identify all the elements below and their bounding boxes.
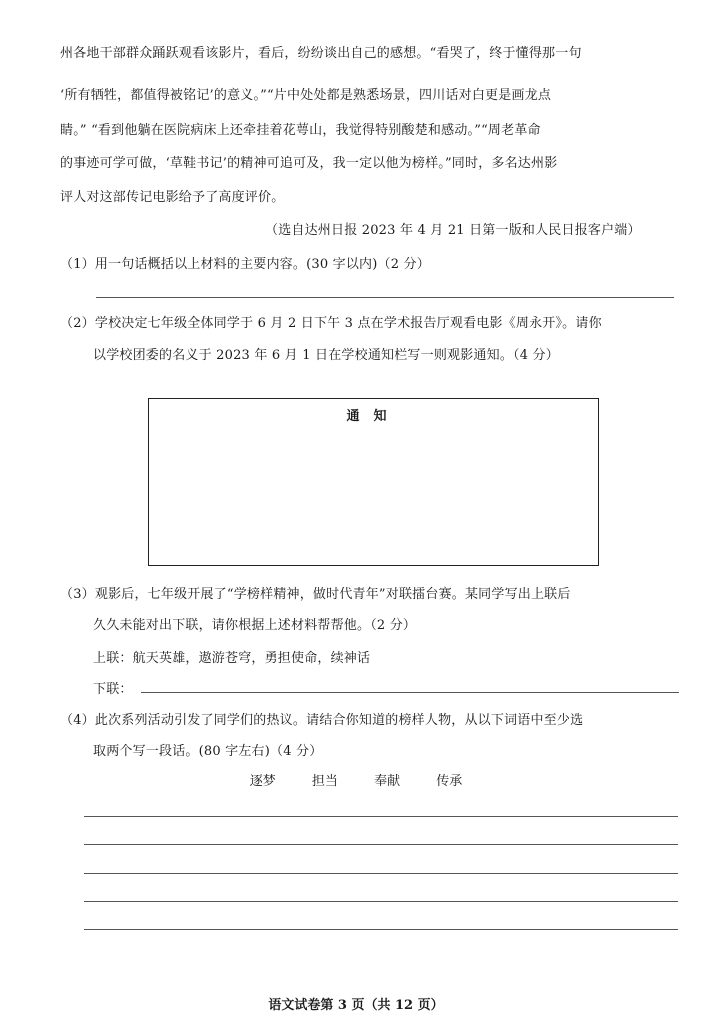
word-item: 逐梦: [249, 774, 276, 789]
word-list: [0, 770, 712, 789]
passage-line: 的事迹可学可做，‘草鞋书记’的精神可追可及，我一定以他为榜样。”同时，多名达州影: [60, 156, 558, 171]
writing-line[interactable]: [84, 816, 678, 817]
passage-line: 评人对这部传记电影给予了高度评价。: [60, 190, 285, 205]
couplet-upper: 上联：航天英雄，遨游苍穹，勇担使命，续神话: [93, 651, 371, 666]
couplet-lower-label: 下联：: [93, 682, 133, 697]
question-4-text: 取两个写一段话。(80 字左右)（4 分）: [93, 744, 323, 759]
passage-source: （选自达州日报 2023 年 4 月 21 日第一版和人民日报客户端）: [265, 223, 641, 238]
question-3-text: 久久未能对出下联，请你根据上述材料帮帮他。（2 分）: [93, 618, 417, 633]
question-4-text: （4）此次系列活动引发了同学们的热议。请结合你知道的榜样人物，从以下词语中至少选: [60, 713, 584, 728]
question-2-text: 以学校团委的名义于 2023 年 6 月 1 日在学校通知栏写一则观影通知。（4 分）: [93, 348, 559, 363]
word-item: 担当: [311, 774, 338, 789]
question-1-answer-line[interactable]: [96, 297, 674, 298]
question-1-text: （1）用一句话概括以上材料的主要内容。(30 字以内)（2 分）: [60, 257, 430, 272]
question-2-text: （2）学校决定七年级全体同学于 6 月 2 日下午 3 点在学术报告厅观看电影《周永开》。请你: [60, 316, 602, 331]
word-item: 传承: [436, 774, 463, 789]
question-3-text: （3）观影后，七年级开展了“学榜样精神，做时代青年”对联擂台赛。某同学写出上联后: [60, 587, 571, 602]
writing-line[interactable]: [84, 929, 678, 930]
page-footer: 语文试卷第 3 页（共 12 页）: [268, 998, 444, 1013]
notice-box[interactable]: [148, 398, 599, 566]
writing-line[interactable]: [84, 901, 678, 902]
notice-title: 通知: [346, 409, 401, 424]
couplet-lower-answer-line[interactable]: [141, 692, 679, 693]
passage-line: 州各地干部群众踊跃观看该影片，看后，纷纷谈出自己的感想。“看哭了，终于懂得那一句: [60, 46, 582, 61]
passage-line: 睛。” “看到他躺在医院病床上还牵挂着花萼山，我觉得特别酸楚和感动。”“周老革命: [60, 123, 541, 138]
writing-line[interactable]: [84, 873, 678, 874]
passage-line: ‘所有牺牲，都值得被铭记’的意义。”“片中处处都是熟悉场景，四川话对白更是画龙点: [60, 88, 552, 103]
writing-line[interactable]: [84, 844, 678, 845]
word-item: 奉献: [374, 774, 401, 789]
